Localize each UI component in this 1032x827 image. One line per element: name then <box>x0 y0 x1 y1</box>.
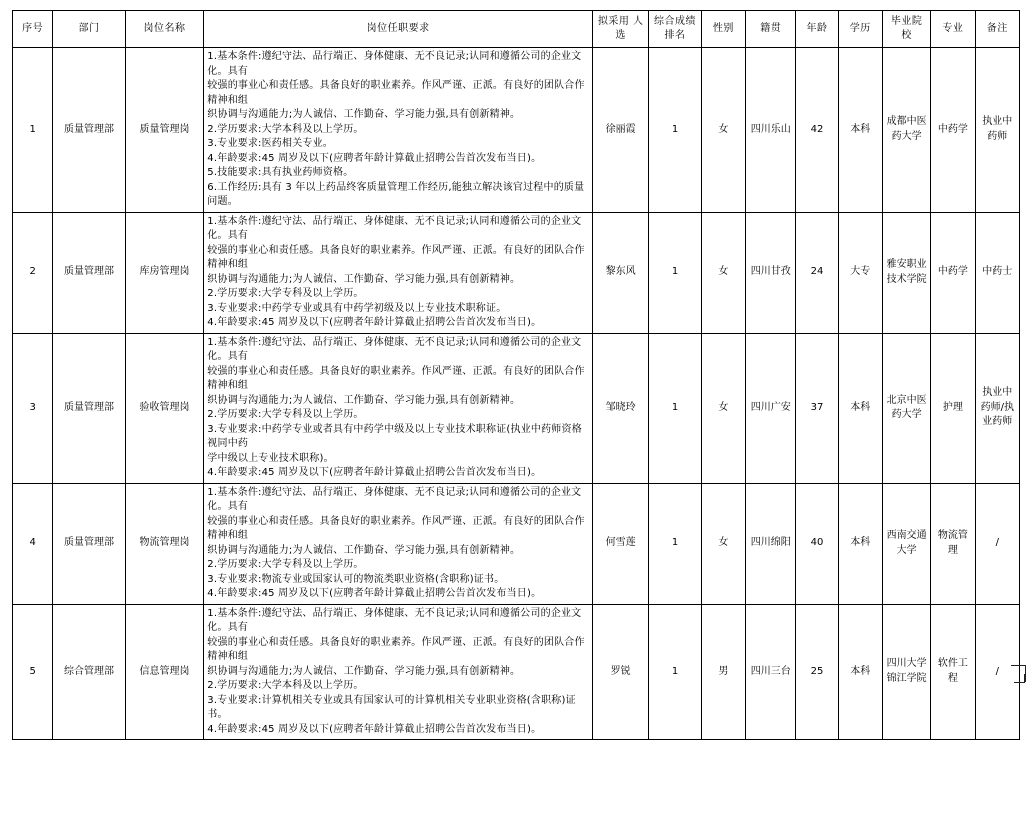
requirement-line: 较强的事业心和责任感。具备良好的职业素养。作风严谨、正派。有良好的团队合作精神和组 <box>207 515 585 541</box>
cell-education: 本科 <box>838 48 882 213</box>
cell-candidate: 何雪莲 <box>592 483 648 604</box>
cell-post: 库房管理岗 <box>125 212 204 333</box>
requirement-line: 3.专业要求:物流专业或国家认可的物流类职业资格(含职称)证书。 <box>207 573 505 585</box>
header-school-line1: 毕业院 <box>890 15 923 27</box>
cell-age: 37 <box>796 333 838 483</box>
cell-post: 验收管理岗 <box>125 333 204 483</box>
cell-note: 中药士 <box>975 212 1019 333</box>
cell-note: 执业中药师 <box>975 48 1019 213</box>
cell-dept: 质量管理部 <box>53 48 126 213</box>
header-candidate-line2: 人选 <box>615 15 644 41</box>
cell-post: 物流管理岗 <box>125 483 204 604</box>
header-rank-line1: 综合成绩 <box>654 15 697 27</box>
cell-dept: 质量管理部 <box>53 483 126 604</box>
cell-major: 物流管理 <box>931 483 975 604</box>
requirement-line: 6.工作经历:具有 3 年以上药品终客质量管理工作经历,能独立解决该官过程中的质量问题。 <box>207 181 585 207</box>
requirement-line: 1.基本条件:遵纪守法、品行端正、身体健康、无不良记录;认同和遵循公司的企业文化。具有 <box>207 336 582 362</box>
header-origin: 籍贯 <box>746 11 796 48</box>
header-candidate <box>592 11 648 48</box>
requirement-line: 4.年龄要求:45 周岁及以下(应聘者年龄计算截止招聘公告首次发布当日)。 <box>207 588 542 599</box>
cell-origin: 四川广安 <box>746 333 796 483</box>
cell-candidate: 徐丽霞 <box>592 48 648 213</box>
requirement-line: 4.年龄要求:45 周岁及以下(应聘者年龄计算截止招聘公告首次发布当日)。 <box>207 317 542 328</box>
cell-school: 四川大学锦江学院 <box>882 604 930 740</box>
requirement-line: 织协调与沟通能力;为人诚信、工作勤奋、学习能力强,具有创新精神。 <box>207 544 521 556</box>
requirement-line: 较强的事业心和责任感。具备良好的职业素养。作风严谨、正派。有良好的团队合作精神和组 <box>207 636 585 662</box>
cell-sex: 女 <box>701 333 745 483</box>
requirement-line: 2.学历要求:大学本科及以上学历。 <box>207 680 364 691</box>
header-index: 序号 <box>13 11 53 48</box>
table-row <box>13 604 1020 740</box>
requirement-line: 2.学历要求:大学专科及以上学历。 <box>207 559 364 570</box>
table-row <box>13 212 1020 333</box>
requirement-line: 1.基本条件:遵纪守法、品行端正、身体健康、无不良记录;认同和遵循公司的企业文化。具有 <box>207 486 582 512</box>
header-requirements: 岗位任职要求 <box>204 11 593 48</box>
cell-age: 40 <box>796 483 838 604</box>
requirement-line: 1.基本条件:遵纪守法、品行端正、身体健康、无不良记录;认同和遵循公司的企业文化。具有 <box>207 215 582 241</box>
cell-major: 中药学 <box>931 48 975 213</box>
cell-rank: 1 <box>649 604 701 740</box>
requirement-line: 较强的事业心和责任感。具备良好的职业素养。作风严谨、正派。有良好的团队合作精神和组 <box>207 80 585 106</box>
cell-rank: 1 <box>649 48 701 213</box>
cell-age: 24 <box>796 212 838 333</box>
cell-requirements <box>204 212 593 333</box>
requirement-line: 3.专业要求:医药相关专业。 <box>207 138 334 149</box>
header-school <box>882 11 930 48</box>
requirement-line: 2.学历要求:大学专科及以上学历。 <box>207 288 364 299</box>
cell-major: 软件工程 <box>931 604 975 740</box>
cell-index: 4 <box>13 483 53 604</box>
requirement-line: 2.学历要求:大学专科及以上学历。 <box>207 409 364 420</box>
requirement-line: 学中级以上专业技术职称)。 <box>207 452 334 464</box>
requirement-line: 3.专业要求:中药学专业或具有中药学初级及以上专业技术职称证。 <box>207 302 507 314</box>
cell-dept: 质量管理部 <box>53 212 126 333</box>
cell-post: 信息管理岗 <box>125 604 204 740</box>
cell-origin: 四川乐山 <box>746 48 796 213</box>
cell-post: 质量管理岗 <box>125 48 204 213</box>
cell-note: / <box>975 604 1019 740</box>
header-major: 专业 <box>931 11 975 48</box>
requirement-line: 4.年龄要求:45 周岁及以下(应聘者年龄计算截止招聘公告首次发布当日)。 <box>207 723 542 735</box>
cell-dept: 综合管理部 <box>53 604 126 740</box>
cell-index: 1 <box>13 48 53 213</box>
table-header-row <box>13 11 1020 48</box>
cell-requirements <box>204 604 593 740</box>
cell-school: 雅安职业技术学院 <box>882 212 930 333</box>
requirement-line: 较强的事业心和责任感。具备良好的职业素养。作风严谨、正派。有良好的团队合作精神和组 <box>207 365 585 391</box>
cell-index: 3 <box>13 333 53 483</box>
requirement-line: 4.年龄要求:45 周岁及以下(应聘者年龄计算截止招聘公告首次发布当日)。 <box>207 152 542 164</box>
page-corner-mark <box>1011 665 1026 682</box>
cell-note: / <box>975 483 1019 604</box>
cell-requirements <box>204 333 593 483</box>
cell-requirements <box>204 483 593 604</box>
cell-school: 成都中医药大学 <box>882 48 930 213</box>
requirement-line: 5.技能要求:具有执业药师资格。 <box>207 167 354 178</box>
cell-sex: 女 <box>701 212 745 333</box>
recruitment-table <box>12 10 1020 740</box>
requirement-line: 2.学历要求:大学本科及以上学历。 <box>207 123 364 135</box>
cell-age: 25 <box>796 604 838 740</box>
requirement-line: 1.基本条件:遵纪守法、品行端正、身体健康、无不良记录;认同和遵循公司的企业文化。具有 <box>207 51 582 77</box>
cell-dept: 质量管理部 <box>53 333 126 483</box>
requirement-line: 织协调与沟通能力;为人诚信、工作勤奋、学习能力强,具有创新精神。 <box>207 109 521 120</box>
header-candidate-line1: 拟采用 <box>597 15 630 27</box>
cell-index: 5 <box>13 604 53 740</box>
cell-education: 大专 <box>838 212 882 333</box>
table-body <box>13 48 1020 740</box>
header-dept: 部门 <box>53 11 126 48</box>
cell-school: 北京中医药大学 <box>882 333 930 483</box>
cell-school: 西南交通大学 <box>882 483 930 604</box>
requirement-line: 3.专业要求:中药学专业或者具有中药学中级及以上专业技术职称证(执业中药师资格视同中药 <box>207 423 582 449</box>
cell-origin: 四川绵阳 <box>746 483 796 604</box>
cell-rank: 1 <box>649 212 701 333</box>
header-school-line2: 校 <box>901 30 912 41</box>
cell-education: 本科 <box>838 604 882 740</box>
cell-age: 42 <box>796 48 838 213</box>
header-post: 岗位名称 <box>125 11 204 48</box>
requirement-line: 1.基本条件:遵纪守法、品行端正、身体健康、无不良记录;认同和遵循公司的企业文化。具有 <box>207 607 582 633</box>
table-row <box>13 483 1020 604</box>
requirement-line: 织协调与沟通能力;为人诚信、工作勤奋、学习能力强,具有创新精神。 <box>207 394 521 406</box>
cell-rank: 1 <box>649 333 701 483</box>
cell-education: 本科 <box>838 483 882 604</box>
requirement-line: 4.年龄要求:45 周岁及以下(应聘者年龄计算截止招聘公告首次发布当日)。 <box>207 467 542 478</box>
cell-index: 2 <box>13 212 53 333</box>
requirement-line: 织协调与沟通能力;为人诚信、工作勤奋、学习能力强,具有创新精神。 <box>207 273 521 285</box>
header-education: 学历 <box>838 11 882 48</box>
requirement-line: 织协调与沟通能力;为人诚信、工作勤奋、学习能力强,具有创新精神。 <box>207 665 521 677</box>
header-sex: 性别 <box>701 11 745 48</box>
requirement-line: 3.专业要求:计算机相关专业或具有国家认可的计算机相关专业职业资格(含职称)证书。 <box>207 694 576 720</box>
cell-major: 中药学 <box>931 212 975 333</box>
table-row <box>13 333 1020 483</box>
header-rank-line2: 排名 <box>664 30 686 41</box>
cell-education: 本科 <box>838 333 882 483</box>
cell-sex: 女 <box>701 48 745 213</box>
cell-sex: 男 <box>701 604 745 740</box>
cell-note: 执业中药师/执业药师 <box>975 333 1019 483</box>
cell-requirements <box>204 48 593 213</box>
cell-candidate: 黎东风 <box>592 212 648 333</box>
table-row <box>13 48 1020 213</box>
document-sheet <box>0 10 1032 827</box>
header-age: 年龄 <box>796 11 838 48</box>
header-rank <box>649 11 701 48</box>
cell-origin: 四川三台 <box>746 604 796 740</box>
cell-major: 护理 <box>931 333 975 483</box>
cell-rank: 1 <box>649 483 701 604</box>
cell-origin: 四川甘孜 <box>746 212 796 333</box>
cell-sex: 女 <box>701 483 745 604</box>
requirement-line: 较强的事业心和责任感。具备良好的职业素养。作风严谨、正派。有良好的团队合作精神和组 <box>207 244 585 270</box>
cell-candidate: 邹晓玲 <box>592 333 648 483</box>
cell-candidate: 罗锐 <box>592 604 648 740</box>
header-note: 备注 <box>975 11 1019 48</box>
